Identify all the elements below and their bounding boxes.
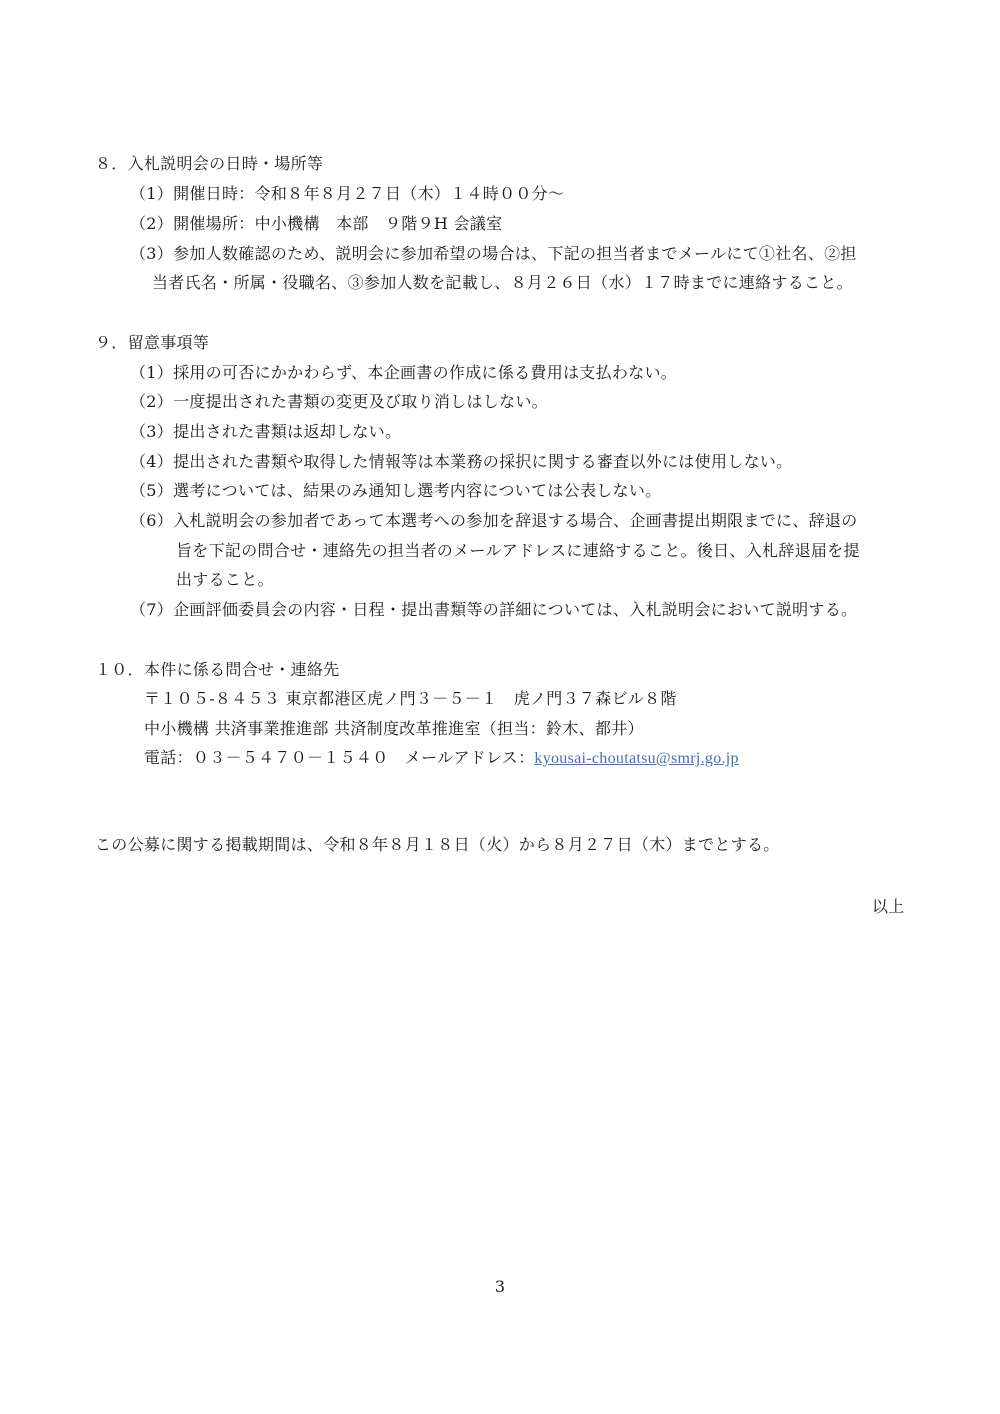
closing-text: 以上 [872, 897, 905, 916]
contact-address: 〒１０５-８４５３ 東京都港区虎ノ門３－５－１ 虎ノ門３７森ビル８階 [144, 689, 677, 708]
section-8-item-1: （1）開催日時：令和８年８月２７日（木）１４時００分～ [130, 184, 565, 203]
section-9-item-2: （2）一度提出された書類の変更及び取り消しはしない。 [130, 392, 548, 411]
section-9-item-1: （1）採用の可否にかかわらず、本企画書の作成に係る費用は支払わない。 [130, 363, 678, 382]
section-9-item-6-line-1: （6）入札説明会の参加者であって本選考への参加を辞退する場合、企画書提出期限までに、辞退の [130, 511, 858, 530]
section-9-item-3: （3）提出された書類は返却しない。 [130, 422, 402, 441]
contact-department: 中小機構 共済事業推進部 共済制度改革推進室（担当：鈴木、都井） [144, 719, 644, 738]
section-8-heading: ８．入札説明会の日時・場所等 [95, 154, 324, 173]
posting-period-notice: この公募に関する掲載期間は、令和８年８月１８日（火）から８月２７日（木）までとする。 [95, 835, 780, 854]
contact-phone-email [144, 747, 739, 770]
section-9-item-4: （4）提出された書類や取得した情報等は本業務の採択に関する審査以外には使用しない。 [130, 452, 793, 471]
section-9-item-6-line-3: 出すること。 [176, 570, 274, 589]
section-8-item-2: （2）開催場所：中小機構 本部 ９階９H 会議室 [130, 214, 503, 233]
section-8-item-3-line-1: （3）参加人数確認のため、説明会に参加希望の場合は、下記の担当者までメールにて①社名、②担 [130, 244, 857, 263]
section-8-item-3-line-2: 当者氏名・所属・役職名、③参加人数を記載し、８月２６日（水）１７時までに連絡すること。 [152, 273, 853, 292]
page-number: 3 [494, 1277, 506, 1296]
contact-email-link[interactable]: kyousai-choutatsu@smrj.go.jp [534, 750, 739, 767]
section-9-item-5: （5）選考については、結果のみ通知し選考内容については公表しない。 [130, 481, 662, 500]
section-9-item-6-line-2: 旨を下記の問合せ・連絡先の担当者のメールアドレスに連絡すること。後日、入札辞退届を提 [176, 541, 860, 560]
contact-phone-label: 電話：０３－５４７０－１５４０ メールアドレス： [144, 748, 535, 767]
section-9-item-7: （7）企画評価委員会の内容・日程・提出書類等の詳細については、入札説明会において説明する。 [130, 600, 858, 619]
section-10-heading: １０．本件に係る問合せ・連絡先 [95, 660, 340, 679]
section-9-heading: ９．留意事項等 [95, 333, 210, 352]
